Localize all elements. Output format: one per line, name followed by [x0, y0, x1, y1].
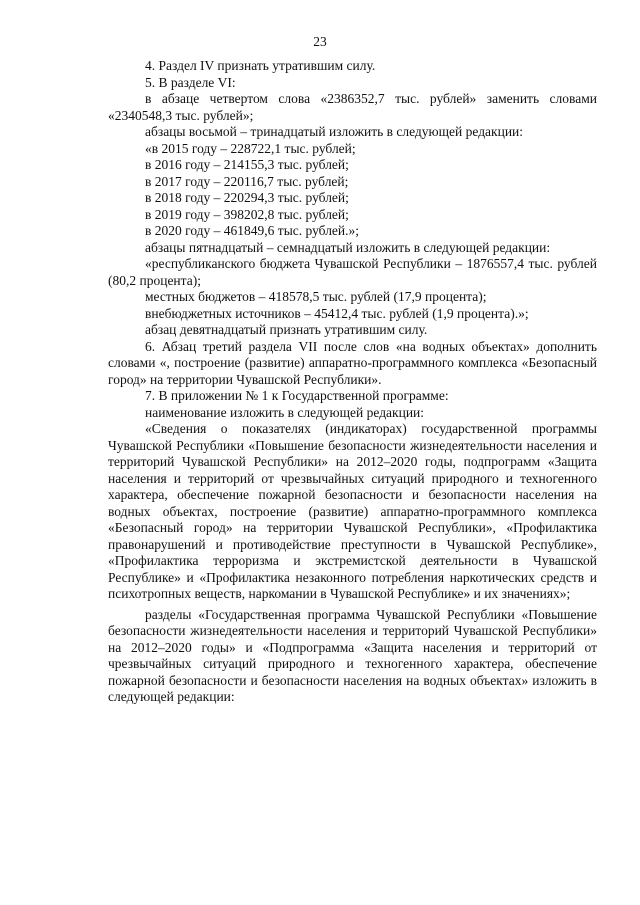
page-number: 23 — [313, 34, 327, 49]
paragraph: 7. В приложении № 1 к Государственной программе: — [145, 388, 449, 403]
paragraph: в 2019 году – 398202,8 тыс. рублей; — [145, 206, 349, 222]
paragraph: «республиканского бюджета Чувашской Республики – 1876557,4 тыс. рублей (80,2 процента); — [108, 256, 597, 288]
paragraph: 6. Абзац третий раздела VII после слов «на водных объектах» дополнить словами «, построение (развитие) аппаратно-программного комплекса «Безопасный город» на территории Чувашской Республики». — [108, 338, 597, 387]
paragraph: местных бюджетов – 418578,5 тыс. рублей (17,9 процента); — [145, 289, 487, 304]
paragraph: абзацы пятнадцатый – семнадцатый изложить в следующей редакции: — [145, 239, 551, 255]
paragraph: в 2018 году – 220294,3 тыс. рублей; — [145, 190, 349, 205]
paragraph: 5. В разделе VI: — [145, 74, 236, 90]
paragraph: в абзаце четвертом слова «2386352,7 тыс. рублей» заменить словами «2340548,3 тыс. рублей»; — [108, 91, 597, 123]
document-body — [108, 58, 597, 706]
paragraph: внебюджетных источников – 45412,4 тыс. рублей (1,9 процента).»; — [145, 305, 529, 321]
paragraph: «в 2015 году – 228722,1 тыс. рублей; — [145, 140, 356, 156]
paragraph: 4. Раздел IV признать утратившим силу. — [145, 58, 376, 73]
paragraph: в 2020 году – 461849,6 тыс. рублей.»; — [145, 223, 360, 238]
paragraph: разделы «Государственная программа Чувашской Республики «Повышение безопасности жизнедеятельности населения и территорий Чувашской Республики» на 2012–2020 годы» и «Подпрограмма «Защита населения и территорий от чрезвычайных ситуаций природного и техногенного характера, обеспечение пожарной безопасности и безопасности населения на водных объектах» изложить в следующей редакции: — [108, 606, 597, 704]
paragraph: в 2017 году – 220116,7 тыс. рублей; — [145, 173, 349, 189]
paragraph: «Сведения о показателях (индикаторах) государственной программы Чувашской Республики «Повышение безопасности жизнедеятельности населения и территорий Чувашской Республики» на 2012–2020 годы, подпрограмм «Защита населения и территорий от чрезвычайных ситуаций природного и техногенного характера, обеспечение пожарной безопасности и безопасности населения на водных объектах, построение (развитие) аппаратно-программного комплекса «Безопасный город» на территории Чувашской Республики», «Профилактика правонарушений и противодействие преступности в Чувашской Республике», «Профилактика терроризма и экстремистской деятельности в Чувашской Республике» и «Профилактика незаконного потребления наркотических средств и психотропных веществ, наркомании в Чувашской Республике» и их значениях»; — [108, 421, 597, 601]
paragraph: наименование изложить в следующей редакции: — [145, 404, 425, 420]
paragraph: абзацы восьмой – тринадцатый изложить в следующей редакции: — [145, 124, 524, 139]
paragraph: в 2016 году – 214155,3 тыс. рублей; — [145, 157, 349, 172]
paragraph: абзац девятнадцатый признать утратившим силу. — [145, 322, 428, 337]
